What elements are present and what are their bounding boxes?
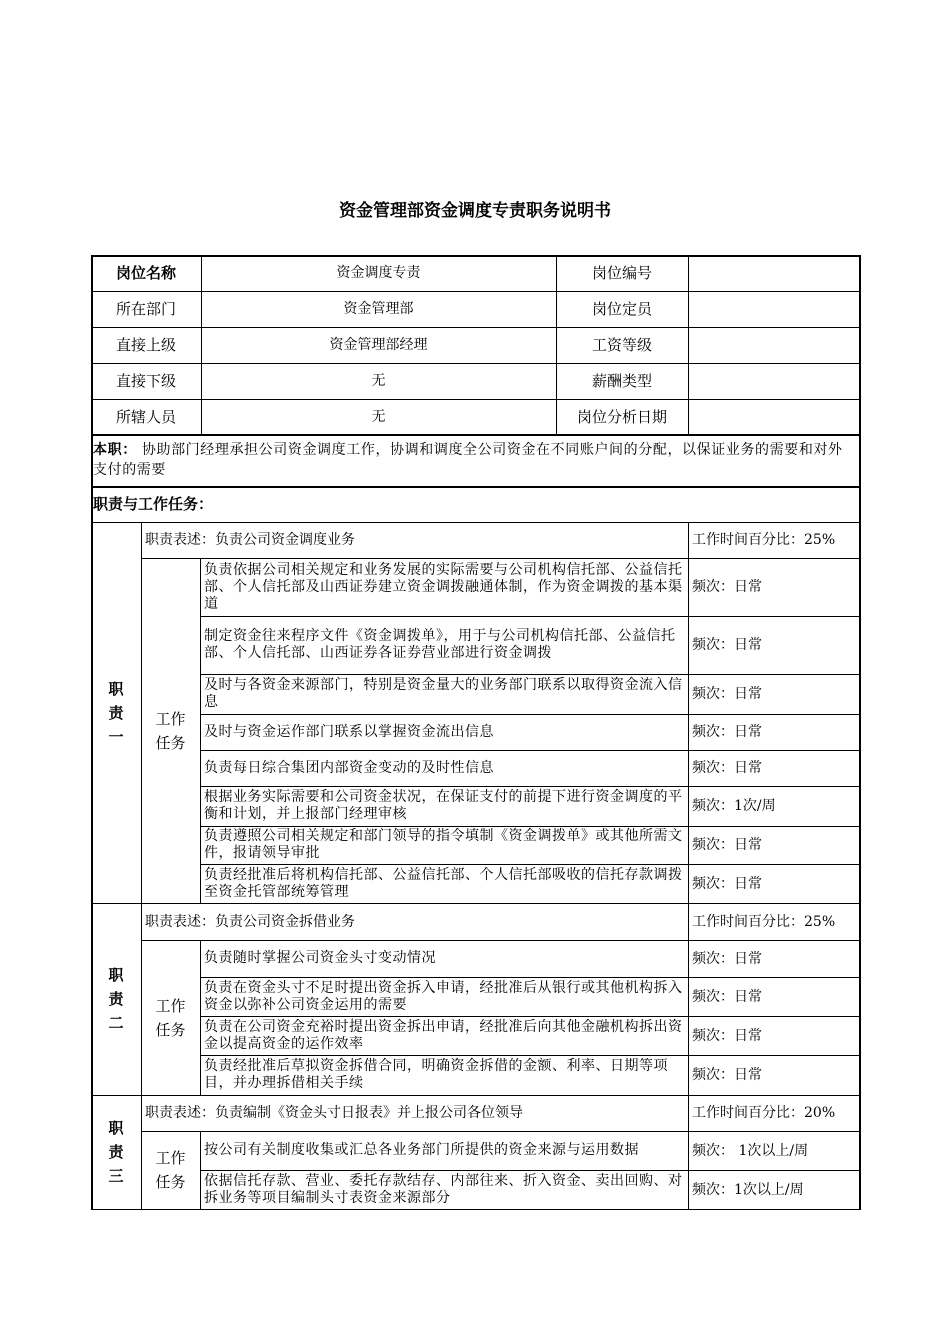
table-rule <box>200 616 859 617</box>
table-rule <box>200 1055 859 1056</box>
info-value: 资金调度专责 <box>336 265 421 281</box>
work-task-label: 工作任务 <box>155 709 186 752</box>
task-item: 制定资金往来程序文件《资金调拨单》，用于与公司机构信托部、公益信托部、个人信托部、山西证券各证券营业部进行资金调拨 <box>204 628 676 661</box>
info-label: 工资等级 <box>591 336 652 354</box>
task-frequency: 频次：日常 <box>692 637 762 653</box>
table-rule <box>688 522 689 903</box>
task-item: 负责经批准后将机构信托部、公益信托部、个人信托部吸收的信托存款调拨至资金托管部统筹管理 <box>204 866 683 900</box>
table-rule <box>91 434 859 436</box>
duty-name: 职 责 三 <box>108 1119 124 1185</box>
table-rule <box>91 363 859 364</box>
table-rule <box>91 291 859 292</box>
duty-description: 职责表述：负责公司资金调度业务 <box>145 532 355 548</box>
task-frequency: 频次：日常 <box>692 988 762 1005</box>
task-item: 及时与资金运作部门联系以掌握资金流出信息 <box>204 723 494 740</box>
table-rule <box>200 786 859 787</box>
table-rule <box>556 255 557 434</box>
task-item: 及时与各资金来源部门，特别是资金量大的业务部门联系以取得资金流入信息 <box>204 677 683 710</box>
info-value <box>688 327 859 363</box>
table-rule <box>91 1095 859 1096</box>
table-rule <box>91 1209 860 1210</box>
info-label: 直接下级 <box>115 372 176 390</box>
task-frequency: 频次：1次/周 <box>692 798 776 814</box>
table-rule <box>200 977 859 978</box>
table-rule <box>91 255 860 257</box>
table-rule <box>91 255 93 1210</box>
duty-name: 职 责 一 <box>108 679 124 746</box>
info-label: 岗位编号 <box>591 264 652 282</box>
core-responsibility <box>91 434 859 486</box>
table-rule <box>200 1016 859 1017</box>
info-value: 资金管理部经理 <box>329 337 428 353</box>
info-value: 资金管理部 <box>343 301 414 317</box>
table-rule <box>200 674 859 675</box>
duty-time-percent: 工作时间百分比：20% <box>692 1105 836 1121</box>
info-value: 无 <box>371 373 386 389</box>
task-frequency: 频次： 1次以上/周 <box>692 1142 809 1159</box>
table-rule <box>200 1170 859 1171</box>
info-value <box>688 363 859 399</box>
task-frequency: 频次：日常 <box>692 875 762 892</box>
table-rule <box>200 714 859 715</box>
task-item: 按公司有关制度收集或汇总各业务部门所提供的资金来源与运用数据 <box>204 1142 639 1158</box>
table-rule <box>688 255 689 434</box>
task-item: 负责随时掌握公司资金头寸变动情况 <box>204 950 436 966</box>
info-label: 薪酬类型 <box>591 372 652 390</box>
info-value <box>688 291 859 327</box>
task-item: 负责经批准后草拟资金拆借合同，明确资金拆借的金额、利率、日期等项目，并办理拆借相关手续 <box>204 1058 668 1091</box>
task-frequency: 频次：日常 <box>692 1027 762 1044</box>
info-label: 直接上级 <box>115 336 176 354</box>
duty-time-percent: 工作时间百分比：25% <box>692 532 836 548</box>
task-frequency: 频次：日常 <box>692 950 762 967</box>
duty-name: 职 责 二 <box>108 966 124 1032</box>
duty-description: 职责表述：负责公司资金拆借业务 <box>145 913 355 930</box>
core-label: 本职： <box>93 442 137 458</box>
table-rule <box>91 903 859 904</box>
info-label: 所在部门 <box>115 300 176 318</box>
table-rule <box>200 864 859 865</box>
task-item: 根据业务实际需要和公司资金状况，在保证支付的前提下进行资金调度的平衡和计划，并上报部门经理审核 <box>204 789 683 822</box>
table-rule <box>859 255 861 1210</box>
task-item: 依据信托存款、营业、委托存款结存、内部往来、折入资金、卖出回购、对拆业务等项目编制头寸表资金来源部分 <box>204 1172 683 1206</box>
task-item: 负责在资金头寸不足时提出资金拆入申请，经批准后从银行或其他机构拆入资金以弥补公司资金运用的需要 <box>204 979 683 1013</box>
task-frequency: 频次：1次以上/周 <box>692 1181 804 1198</box>
info-value: 无 <box>371 408 386 425</box>
duties-header: 职责与工作任务： <box>93 495 214 513</box>
table-rule <box>91 327 859 328</box>
table-rule <box>200 826 859 827</box>
table-rule <box>688 1095 689 1209</box>
core-text: 协助部门经理承担公司资金调度工作，协调和调度全公司资金在不同账户间的分配，以保证业务的需要和对外支付的需要 <box>93 442 843 478</box>
info-label: 岗位定员 <box>591 300 652 318</box>
task-item: 负责遵照公司相关规定和部门领导的指令填制《资金调拨单》或其他所需文件，报请领导审批 <box>204 828 683 861</box>
task-frequency: 频次：日常 <box>692 837 762 853</box>
work-task-label: 工作任务 <box>155 996 186 1039</box>
info-label: 岗位名称 <box>115 264 176 282</box>
info-value <box>688 399 859 434</box>
task-item: 负责依据公司相关规定和业务发展的实际需要与公司机构信托部、公益信托部、个人信托部及山西证券建立资金调拨融通体制，作为资金调拨的基本渠道 <box>204 561 683 612</box>
table-rule <box>201 255 202 434</box>
info-label: 岗位分析日期 <box>576 407 667 426</box>
task-item: 负责每日综合集团内部资金变动的及时性信息 <box>204 759 494 776</box>
table-rule <box>200 750 859 751</box>
table-rule <box>91 399 859 400</box>
task-frequency: 频次：日常 <box>692 686 762 702</box>
task-item: 负责在公司资金充裕时提出资金拆出申请，经批准后向其他金融机构拆出资金以提高资金的运作效率 <box>204 1018 683 1052</box>
duty-time-percent: 工作时间百分比：25% <box>692 913 836 930</box>
task-frequency: 频次：日常 <box>692 1067 762 1083</box>
info-label: 所辖人员 <box>115 407 176 426</box>
task-frequency: 频次：日常 <box>692 760 762 776</box>
info-value <box>688 255 859 291</box>
task-frequency: 频次：日常 <box>692 579 762 595</box>
duty-description: 职责表述：负责编制《资金头寸日报表》并上报公司各位领导 <box>145 1105 523 1121</box>
page-title: 资金管理部资金调度专责职务说明书 <box>339 201 611 221</box>
task-frequency: 频次：日常 <box>692 724 762 740</box>
table-rule <box>688 903 689 1095</box>
work-task-label: 工作任务 <box>155 1149 186 1191</box>
